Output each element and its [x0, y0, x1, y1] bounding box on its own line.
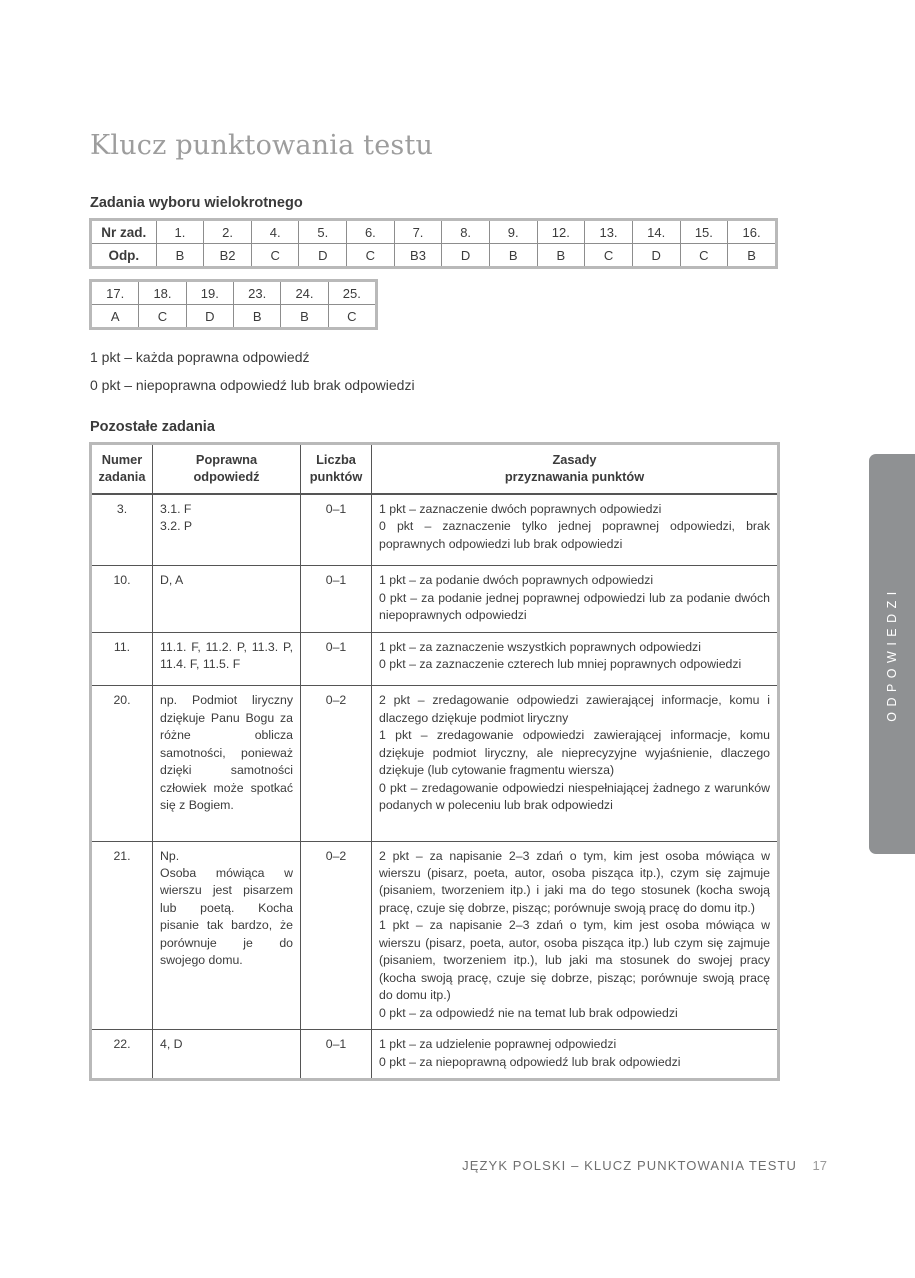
cell-line: 2 pkt – za napisanie 2–3 zdań o tym, kim jest osoba mówiąca w wierszu (pisarz, poeta, autor, osoba pisząca itp.), czym się zajmuje (pisaniem, tworzeniem itp.) i jaki ma do tego stosunek (kocha swoją pracę, czuje się dobrze, pisząc; porównuje swoją pracę do domu itp.)	[379, 848, 770, 915]
table-cell: B	[728, 244, 777, 268]
header-scoring-rules: Zasady przyznawania punktów	[372, 444, 779, 494]
cell-line: 11.1. F, 11.2. P, 11.3. P, 11.4. F, 11.5. F	[160, 639, 293, 671]
cell-line: 0 pkt – zaznaczenie tylko jednej poprawnej odpowiedzi, brak poprawnych odpowiedzi lub brak odpowiedzi	[379, 519, 770, 551]
table-cell: C	[585, 244, 633, 268]
table-cell: D	[632, 244, 680, 268]
cell-correct-answer	[153, 1030, 301, 1080]
cell-points: 0–2	[301, 686, 372, 841]
scoring-note-1: 1 pkt – każda poprawna odpowiedź	[90, 349, 310, 365]
criteria-table	[89, 442, 780, 1081]
cell-correct-answer	[153, 841, 301, 1030]
cell-line: 1 pkt – za napisanie 2–3 zdań o tym, kim jest osoba mówiąca w wierszu (pisarz, poeta, autor, osoba pisząca itp.) lub czym się zajmuje (pisaniem, tworzeniem itp.), lub jaki ma stosunek do swojej pracy (kocha swoją pracę, czuje się dobrze, pisząc; porównuje swoją pracę do domu itp.)	[379, 918, 770, 1003]
cell-line: 3.2. P	[160, 519, 193, 534]
cell-line: 0 pkt – za niepoprawną odpowiedź lub brak odpowiedzi	[379, 1054, 681, 1069]
table-cell: 23.	[233, 281, 280, 305]
table-cell: C	[680, 244, 728, 268]
cell-line: 0 pkt – za odpowiedź nie na temat lub brak odpowiedzi	[379, 1005, 678, 1020]
cell-line: 1 pkt – zaznaczenie dwóch poprawnych odpowiedzi	[379, 501, 662, 516]
section-heading-other-tasks: Pozostałe zadania	[90, 419, 215, 435]
cell-points: 0–1	[301, 566, 372, 632]
criteria-header-row	[91, 444, 779, 494]
cell-points: 0–1	[301, 632, 372, 686]
cell-line: Np.	[160, 848, 180, 863]
criteria-row	[91, 566, 779, 632]
criteria-row	[91, 686, 779, 841]
table-cell: A	[91, 305, 139, 329]
table-cell: 4.	[251, 220, 299, 244]
table-cell: C	[328, 305, 376, 329]
table-cell: B	[537, 244, 585, 268]
cell-scoring-rules	[372, 566, 779, 632]
answers-table-secondary	[89, 279, 378, 330]
criteria-row	[91, 632, 779, 686]
table-cell: C	[347, 244, 395, 268]
table-cell: 13.	[585, 220, 633, 244]
cell-line: 2 pkt – zredagowanie odpowiedzi zawierającej informacje, komu i dlaczego dziękuje podmiot liryczny	[379, 693, 770, 725]
table-cell: 5.	[299, 220, 347, 244]
table-cell: D	[186, 305, 233, 329]
row-label: Odp.	[91, 244, 157, 268]
cell-task-number: 3.	[91, 494, 153, 566]
footer-title: JĘZYK POLSKI – KLUCZ PUNKTOWANIA TESTU	[462, 1158, 797, 1173]
criteria-row	[91, 841, 779, 1030]
criteria-row	[91, 494, 779, 566]
cell-line: 3.1. F	[160, 501, 192, 516]
table-cell: B	[156, 244, 204, 268]
answers-row-task-numbers	[91, 220, 777, 244]
cell-line: 1 pkt – za podanie dwóch poprawnych odpowiedzi	[379, 573, 654, 588]
table-cell: 6.	[347, 220, 395, 244]
cell-line: 0 pkt – za zaznaczenie czterech lub mniej poprawnych odpowiedzi	[379, 656, 742, 671]
cell-line: 0 pkt – za podanie jednej poprawnej odpowiedzi lub za podanie dwóch niepoprawnych odpowiedzi	[379, 590, 770, 623]
cell-correct-answer	[153, 632, 301, 686]
side-tab-odpowiedzi	[869, 454, 915, 854]
side-tab-label: ODPOWIEDZI	[885, 586, 899, 722]
page-footer	[0, 1158, 915, 1182]
footer-page-number: 17	[812, 1158, 827, 1173]
table-cell: 19.	[186, 281, 233, 305]
cell-line: Osoba mówiąca w wierszu jest pisarzem lub poetą. Kocha pisanie tak bardzo, że porównuje je do swojego domu.	[160, 866, 293, 968]
table-cell: 16.	[728, 220, 777, 244]
cell-scoring-rules	[372, 841, 779, 1030]
cell-line: 0 pkt – zredagowanie odpowiedzi niespełniającej żadnego z warunków podanych w poleceniu lub brak odpowiedzi	[379, 780, 770, 813]
cell-line: 1 pkt – zredagowanie odpowiedzi zawierającej informacje, komu dziękuje podmiot liryczny, ale nieprecyzyjne wyjaśnienie, dlaczego dziękuje (lub cytowanie fragmentu wiersza)	[379, 728, 770, 778]
answers2-row-task-numbers	[91, 281, 377, 305]
table-cell: 24.	[281, 281, 328, 305]
criteria-row	[91, 1030, 779, 1080]
table-cell: 2.	[204, 220, 252, 244]
table-cell: 8.	[442, 220, 490, 244]
answers-table-primary	[89, 218, 778, 269]
table-cell: D	[442, 244, 490, 268]
row-label: Nr zad.	[91, 220, 157, 244]
scoring-note-2: 0 pkt – niepoprawna odpowiedź lub brak odpowiedzi	[90, 377, 415, 393]
cell-line: 1 pkt – za zaznaczenie wszystkich poprawnych odpowiedzi	[379, 639, 701, 654]
table-cell: C	[139, 305, 186, 329]
table-cell: 14.	[632, 220, 680, 244]
cell-points: 0–2	[301, 841, 372, 1030]
table-cell: 25.	[328, 281, 376, 305]
criteria-table-header	[91, 444, 779, 494]
table-cell: B	[233, 305, 280, 329]
cell-correct-answer	[153, 686, 301, 841]
table-cell: 9.	[489, 220, 537, 244]
table-cell: 17.	[91, 281, 139, 305]
answers-row-answers	[91, 244, 777, 268]
table-cell: 15.	[680, 220, 728, 244]
section-heading-multiple-choice: Zadania wyboru wielokrotnego	[90, 195, 303, 211]
table-cell: B3	[394, 244, 442, 268]
cell-line: 4, D	[160, 1037, 183, 1052]
cell-scoring-rules	[372, 686, 779, 841]
table-cell: C	[251, 244, 299, 268]
answers2-row-answers	[91, 305, 377, 329]
cell-points: 0–1	[301, 494, 372, 566]
header-correct-answer: Poprawna odpowiedź	[153, 444, 301, 494]
table-cell: 7.	[394, 220, 442, 244]
cell-line: D, A	[160, 573, 184, 588]
cell-task-number: 22.	[91, 1030, 153, 1080]
cell-correct-answer	[153, 566, 301, 632]
table-cell: D	[299, 244, 347, 268]
cell-correct-answer	[153, 494, 301, 566]
table-cell: 1.	[156, 220, 204, 244]
cell-task-number: 10.	[91, 566, 153, 632]
header-points-count: Liczba punktów	[301, 444, 372, 494]
cell-task-number: 21.	[91, 841, 153, 1030]
table-cell: B	[281, 305, 328, 329]
header-task-number: Numer zadania	[91, 444, 153, 494]
cell-line: np. Podmiot liryczny dziękuje Panu Bogu za różne oblicza samotności, ponieważ dzięki samotności człowiek może spotkać się z Bogiem.	[160, 693, 293, 813]
cell-scoring-rules	[372, 1030, 779, 1080]
cell-scoring-rules	[372, 494, 779, 566]
cell-scoring-rules	[372, 632, 779, 686]
table-cell: 12.	[537, 220, 585, 244]
table-cell: B2	[204, 244, 252, 268]
cell-points: 0–1	[301, 1030, 372, 1080]
cell-task-number: 20.	[91, 686, 153, 841]
cell-line: 1 pkt – za udzielenie poprawnej odpowiedzi	[379, 1037, 617, 1052]
table-cell: 18.	[139, 281, 186, 305]
cell-task-number: 11.	[91, 632, 153, 686]
page-title: Klucz punktowania testu	[90, 130, 434, 161]
table-cell: B	[489, 244, 537, 268]
